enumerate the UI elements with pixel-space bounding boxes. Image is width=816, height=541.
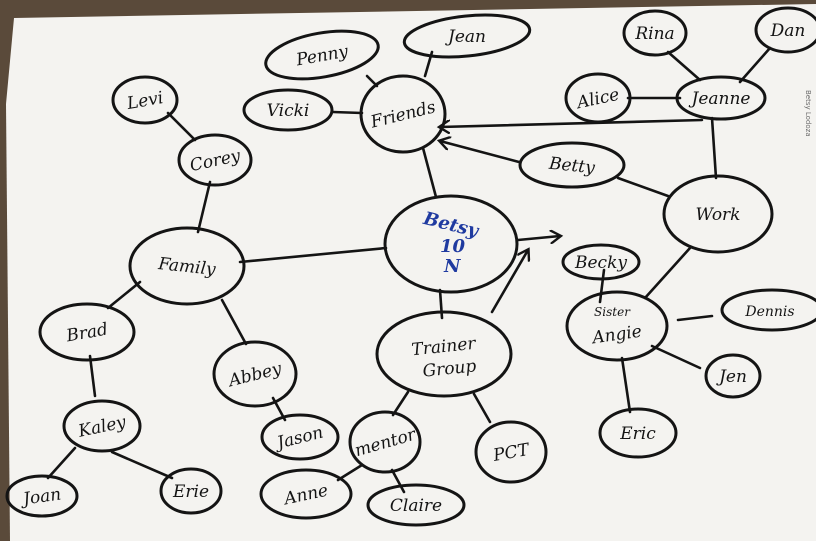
jen-label: Jen [719, 367, 747, 387]
abbey-label: Abbey [226, 358, 284, 392]
mentor-label: mentor [352, 424, 418, 462]
alice-label: Alice [575, 84, 622, 114]
center-label-line1: Betsy [421, 208, 481, 242]
jean-label: Jean [448, 27, 486, 47]
dennis-label: Dennis [745, 304, 795, 320]
dan-label: Dan [770, 21, 806, 41]
corey-label: Corey [188, 145, 243, 177]
joan-label: Joan [21, 484, 63, 510]
trainer-label-line1: Trainer [410, 333, 477, 361]
brad-label: Brad [64, 319, 110, 347]
betty-label: Betty [548, 153, 596, 179]
eric-label: Eric [620, 424, 656, 444]
work-label: Work [695, 205, 741, 225]
vicki-label: Vicki [266, 101, 310, 121]
pct-label: PCT [491, 440, 531, 466]
rina-label: Rina [635, 24, 675, 44]
erie-label: Erie [172, 482, 210, 502]
side-note: Betsy Lodoza [804, 90, 812, 137]
levi-label: Levi [125, 87, 165, 114]
angie-label-line2: Angie [591, 321, 644, 349]
jason-label: Jason [275, 422, 326, 454]
anne-label: Anne [282, 480, 330, 510]
family-label: Family [157, 254, 217, 280]
center-label-line2: 10 [440, 236, 466, 257]
becky-label: Becky [575, 253, 627, 273]
angie-label-line1: Sister [594, 305, 630, 319]
penny-label: Penny [294, 41, 350, 71]
jeanne-label: Jeanne [691, 89, 751, 109]
kaley-label: Kaley [76, 412, 128, 442]
claire-label: Claire [389, 496, 443, 516]
edge-friends-vicki [333, 112, 362, 113]
trainer-label-line2: Group [421, 356, 478, 382]
friends-label: Friends [368, 97, 438, 133]
center-label-line3: N [444, 256, 461, 277]
